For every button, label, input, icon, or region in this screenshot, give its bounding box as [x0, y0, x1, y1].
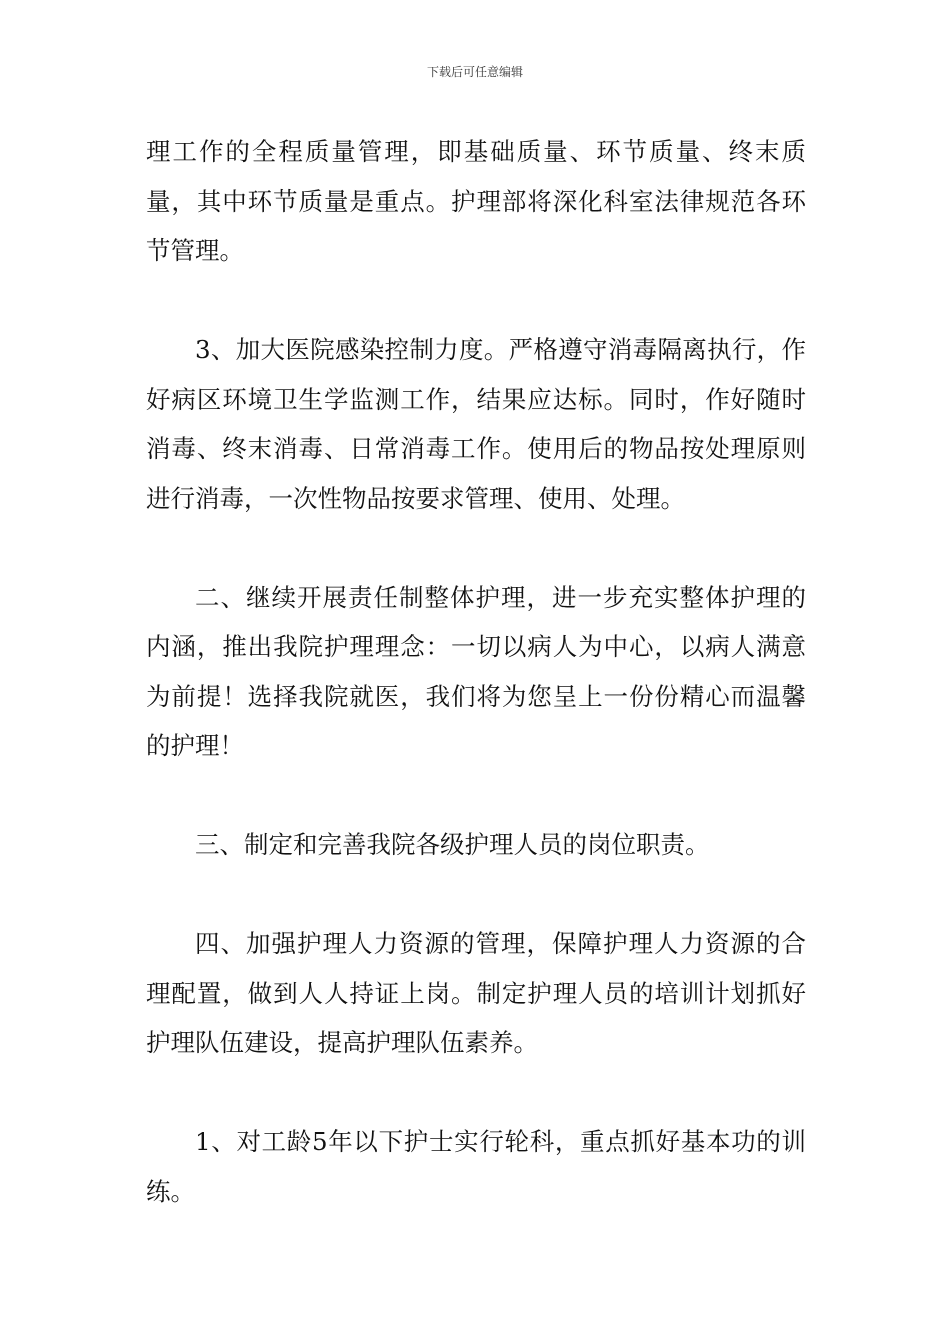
paragraph-gap — [146, 1068, 806, 1118]
paragraph-gap — [146, 771, 806, 821]
paragraph-gap — [146, 523, 806, 573]
document-body — [146, 127, 806, 1216]
paragraph-gap — [146, 870, 806, 920]
page-header: 下载后可任意编辑 — [426, 65, 523, 79]
paragraph-section-four: 四、加强护理人力资源的管理，保障护理人力资源的合理配置，做到人人持证上岗。制定护理人员的培训计划抓好护理队伍建设，提高护理队伍素养。 — [146, 929, 806, 1057]
paragraph-section-three: 三、制定和完善我院各级护理人员的岗位职责。 — [195, 830, 710, 859]
paragraph-item-one: 1、对工龄5年以下护士实行轮科，重点抓好基本功的训练。 — [146, 1127, 806, 1206]
paragraph-continuation: 理工作的全程质量管理，即基础质量、环节质量、终末质量，其中环节质量是重点。护理部将深化科室法律规范各环节管理。 — [146, 137, 806, 265]
paragraph-gap — [146, 276, 806, 326]
paragraph-infection-control: 3、加大医院感染控制力度。严格遵守消毒隔离执行，作好病区环境卫生学监测工作，结果应达标。同时，作好随时消毒、终末消毒、日常消毒工作。使用后的物品按处理原则进行消毒，一次性物品按要求管理、使用、处理。 — [146, 335, 806, 513]
paragraph-section-two: 二、继续开展责任制整体护理，进一步充实整体护理的内涵，推出我院护理理念：一切以病人为中心，以病人满意为前提！选择我院就医，我们将为您呈上一份份精心而温馨的护理！ — [146, 582, 806, 760]
